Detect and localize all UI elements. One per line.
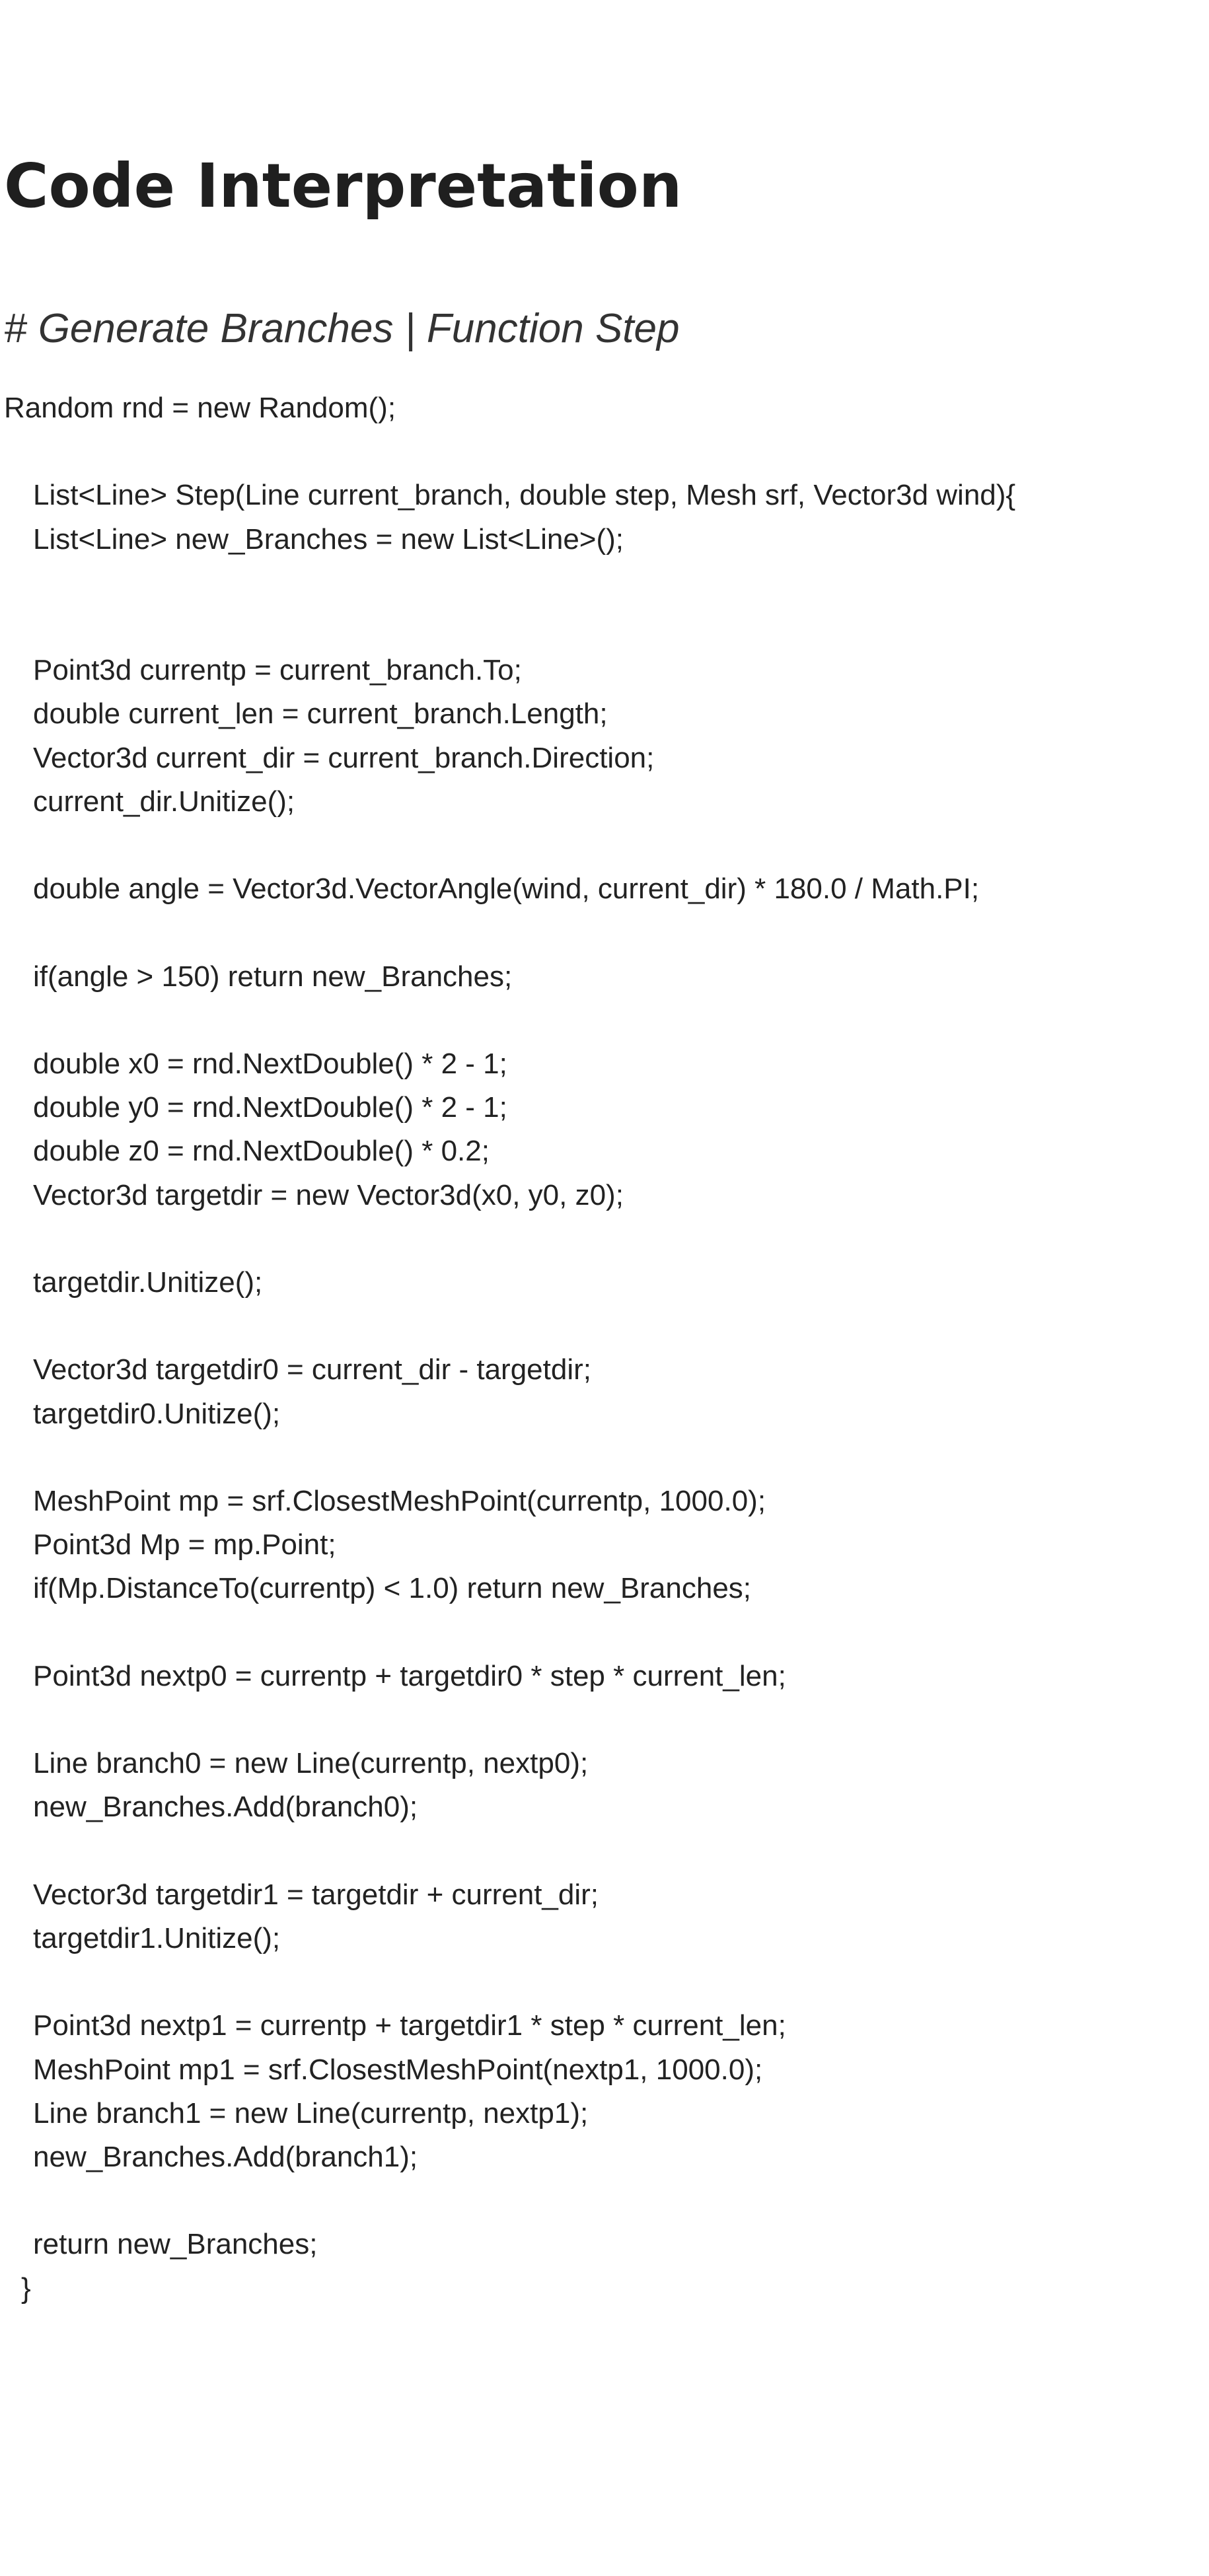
code-line: targetdir1.Unitize(); — [33, 1922, 281, 1954]
code-line: Point3d Mp = mp.Point; — [33, 1528, 336, 1561]
code-line: new_Branches.Add(branch0); — [33, 1791, 418, 1823]
code-line: Vector3d targetdir0 = current_dir - targetdir; — [33, 1353, 591, 1386]
code-line: Random rnd = new Random(); — [4, 392, 396, 424]
code-line: Point3d currentp = current_branch.To; — [33, 654, 522, 686]
code-line: Vector3d targetdir1 = targetdir + current_dir; — [33, 1878, 599, 1911]
code-line: double current_len = current_branch.Length; — [33, 698, 608, 730]
code-line: double z0 = rnd.NextDouble() * 0.2; — [33, 1135, 490, 1167]
code-line: Vector3d current_dir = current_branch.Direction; — [33, 742, 655, 774]
page-title: Code Interpretation — [4, 151, 682, 221]
code-line: Point3d nextp1 = currentp + targetdir1 * step * current_len; — [33, 2009, 786, 2042]
code-line: List<Line> Step(Line current_branch, double step, Mesh srf, Vector3d wind){ — [33, 479, 1016, 511]
code-line: MeshPoint mp1 = srf.ClosestMeshPoint(nextp1, 1000.0); — [33, 2054, 763, 2086]
code-line: if(Mp.DistanceTo(currentp) < 1.0) return new_Branches; — [33, 1572, 752, 1604]
code-line: double y0 = rnd.NextDouble() * 2 - 1; — [33, 1091, 507, 1124]
code-line: current_dir.Unitize(); — [33, 785, 295, 818]
code-line: Point3d nextp0 = currentp + targetdir0 * step * current_len; — [33, 1660, 786, 1692]
code-line: Line branch0 = new Line(currentp, nextp0); — [33, 1747, 589, 1779]
section-heading: # Generate Branches | Function Step — [4, 306, 680, 351]
code-line: return new_Branches; — [33, 2228, 318, 2260]
code-line: } — [21, 2272, 31, 2305]
code-line: MeshPoint mp = srf.ClosestMeshPoint(currentp, 1000.0); — [33, 1485, 766, 1517]
code-line: double x0 = rnd.NextDouble() * 2 - 1; — [33, 1048, 507, 1080]
code-line: if(angle > 150) return new_Branches; — [33, 960, 513, 993]
code-line: List<Line> new_Branches = new List<Line>(); — [33, 523, 624, 555]
code-line: targetdir0.Unitize(); — [33, 1398, 281, 1430]
code-line: Vector3d targetdir = new Vector3d(x0, y0, z0); — [33, 1179, 624, 1211]
code-line: new_Branches.Add(branch1); — [33, 2141, 418, 2173]
code-line: Line branch1 = new Line(currentp, nextp1); — [33, 2097, 589, 2129]
code-line: targetdir.Unitize(); — [33, 1266, 263, 1299]
code-line: double angle = Vector3d.VectorAngle(wind, current_dir) * 180.0 / Math.PI; — [33, 873, 980, 905]
